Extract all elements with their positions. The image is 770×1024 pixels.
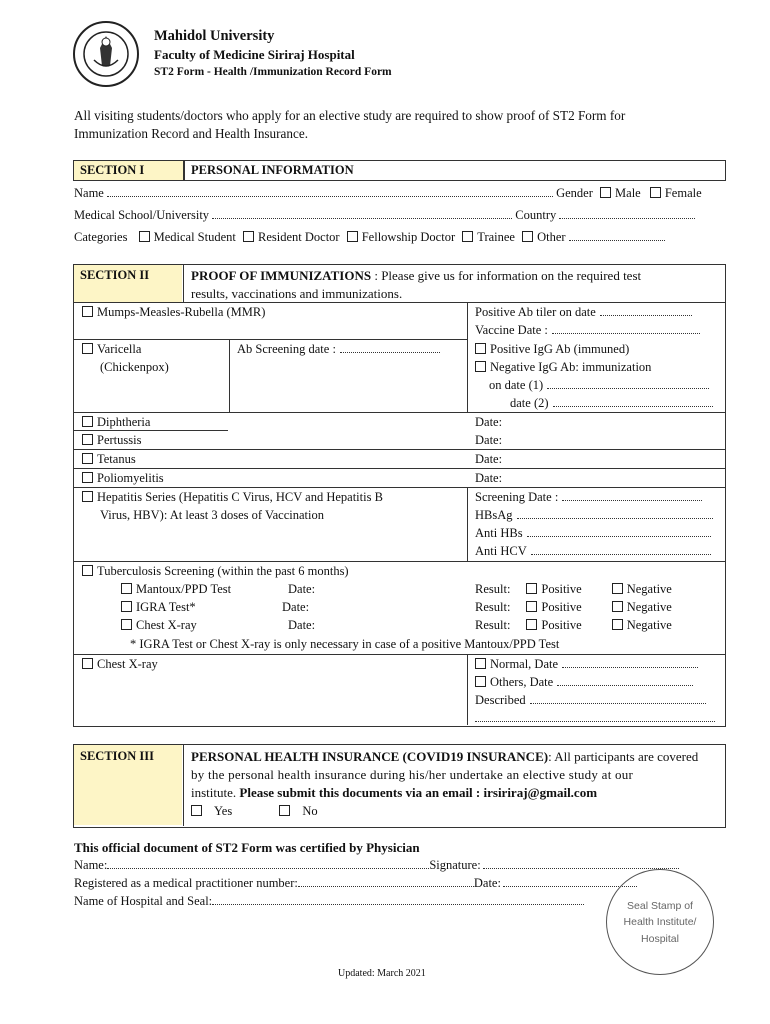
school-input-line[interactable] — [212, 208, 512, 219]
hepatitis-checkbox[interactable] — [82, 491, 93, 502]
male-label: Male — [615, 186, 641, 200]
category-fellowship-label: Fellowship Doctor — [361, 230, 456, 244]
physician-name-row[interactable]: Name: Signature: — [74, 858, 679, 873]
section-2-label: SECTION II — [80, 268, 150, 282]
category-other-input-line[interactable] — [569, 230, 665, 241]
country-label: Country — [515, 208, 557, 222]
anti-hbs-row: Anti HBs — [475, 526, 711, 541]
screening-date-row: Screening Date : — [475, 490, 702, 505]
diphtheria-checkbox[interactable] — [82, 416, 93, 427]
female-label: Female — [664, 186, 702, 200]
certification-title: This official document of ST2 Form was certified by Physician — [74, 840, 420, 855]
chest-xray-tb-date[interactable]: Date: — [288, 618, 316, 632]
section-3-line-2: by the personal health insurance during his/her undertake an elective study at our — [191, 767, 634, 782]
anti-hcv-row: Anti HCV — [475, 544, 711, 559]
section-1-label: SECTION I — [80, 163, 145, 177]
category-resident-checkbox[interactable] — [243, 231, 254, 242]
described-line-2[interactable] — [475, 711, 715, 726]
seal-line-2: Health Institute/ — [623, 916, 697, 928]
date-2-row: date (2) — [510, 396, 713, 411]
seal-line-3: Hospital — [641, 933, 679, 945]
gender-label: Gender — [556, 186, 593, 200]
section-3-line-3: institute. Please submit this documents via an email : irsiriraj@gmail.com — [191, 785, 598, 800]
tetanus-date[interactable]: Date: — [475, 452, 503, 466]
categories-row[interactable] — [74, 230, 665, 245]
pertussis-date[interactable]: Date: — [475, 433, 503, 447]
section-3-title: PERSONAL HEALTH INSURANCE (COVID19 INSURANCE): All participants are covered — [191, 749, 699, 764]
negative-igg-row[interactable]: Negative IgG Ab: immunization — [475, 360, 651, 375]
tetanus-row[interactable]: Tetanus — [82, 452, 136, 467]
category-trainee-checkbox[interactable] — [462, 231, 473, 242]
mantoux-result[interactable]: Result: Positive Negative — [475, 582, 672, 596]
mahidol-university-seal-logo — [72, 20, 140, 88]
mantoux-row[interactable]: Mantoux/PPD Test — [121, 582, 231, 597]
varicella-label: Varicella — [97, 342, 142, 356]
section-2-title-line-2: results, vaccinations and immunizations. — [191, 286, 403, 301]
tb-checkbox[interactable] — [82, 565, 93, 576]
mmr-checkbox[interactable] — [82, 306, 93, 317]
country-input-line[interactable] — [559, 208, 695, 219]
name-label: Name — [74, 186, 104, 200]
igra-checkbox[interactable] — [121, 601, 132, 612]
chest-xray-row[interactable]: Chest X-ray — [82, 657, 158, 672]
polio-row[interactable]: Poliomyelitis — [82, 471, 164, 486]
mantoux-checkbox[interactable] — [121, 583, 132, 594]
diphtheria-date[interactable]: Date: — [475, 415, 503, 429]
chest-xray-tb-checkbox[interactable] — [121, 619, 132, 630]
negative-igg-checkbox[interactable] — [475, 361, 486, 372]
normal-checkbox[interactable] — [475, 658, 486, 669]
updated-date: Updated: March 2021 — [338, 968, 426, 979]
diphtheria-row[interactable]: Diphtheria — [82, 415, 150, 430]
insurance-options[interactable] — [191, 804, 318, 819]
insurance-yes-label: Yes — [214, 804, 233, 818]
igra-row[interactable]: IGRA Test* — [121, 600, 196, 615]
polio-checkbox[interactable] — [82, 472, 93, 483]
intro-line-1: All visiting students/doctors who apply for an elective study are required to show proof of ST2 Form for — [74, 108, 626, 123]
university-name: Mahidol University — [154, 28, 275, 44]
pertussis-checkbox[interactable] — [82, 434, 93, 445]
category-medical-student-checkbox[interactable] — [139, 231, 150, 242]
school-field-row[interactable] — [74, 208, 695, 223]
name-input-line[interactable] — [107, 186, 553, 197]
categories-label: Categories — [74, 230, 128, 244]
chickenpox-label: (Chickenpox) — [100, 360, 169, 374]
category-resident-label: Resident Doctor — [258, 230, 340, 244]
chest-xray-checkbox[interactable] — [82, 658, 93, 669]
tb-screening-row[interactable]: Tuberculosis Screening (within the past 6 months) — [82, 564, 349, 579]
tb-note: * IGRA Test or Chest X-ray is only necessary in case of a positive Mantoux/PPD Test — [130, 637, 560, 651]
chest-xray-tb-result[interactable]: Result: Positive Negative — [475, 618, 672, 632]
mmr-label: Mumps-Measles-Rubella (MMR) — [97, 305, 266, 319]
category-medical-student-label: Medical Student — [153, 230, 236, 244]
category-other-checkbox[interactable] — [522, 231, 533, 242]
female-checkbox[interactable] — [650, 187, 661, 198]
mmr-row[interactable] — [82, 305, 265, 320]
positive-igg-row[interactable]: Positive IgG Ab (immuned) — [475, 342, 629, 357]
positive-ab-row: Positive Ab tiler on date — [475, 305, 692, 320]
category-trainee-label: Trainee — [477, 230, 515, 244]
others-date-row[interactable]: Others, Date — [475, 675, 693, 690]
vaccine-date-row: Vaccine Date : — [475, 323, 700, 338]
hepatitis-row[interactable]: Hepatitis Series (Hepatitis C Virus, HCV and Hepatitis B — [82, 490, 383, 505]
registration-row[interactable]: Registered as a medical practitioner number: Date: — [74, 876, 637, 891]
others-checkbox[interactable] — [475, 676, 486, 687]
normal-date-row[interactable]: Normal, Date — [475, 657, 698, 672]
section-3-label: SECTION III — [80, 749, 154, 763]
on-date-1-row: on date (1) — [489, 378, 709, 393]
seal-line-1: Seal Stamp of — [627, 900, 693, 912]
tetanus-checkbox[interactable] — [82, 453, 93, 464]
section-2-title: PROOF OF IMMUNIZATIONS : Please give us for information on the required test — [191, 268, 642, 283]
hospital-row[interactable]: Name of Hospital and Seal: — [74, 894, 584, 909]
described-row: Described — [475, 693, 706, 708]
form-title: ST2 Form - Health /Immunization Record Form — [154, 66, 392, 78]
faculty-name: Faculty of Medicine Siriraj Hospital — [154, 47, 355, 62]
igra-result[interactable]: Result: Positive Negative — [475, 600, 672, 614]
section-1-title: PERSONAL INFORMATION — [191, 163, 354, 177]
name-field-row[interactable] — [74, 186, 702, 201]
insurance-no-label: No — [302, 804, 318, 818]
school-label: Medical School/University — [74, 208, 210, 222]
ab-screening-row: Ab Screening date : — [237, 342, 440, 357]
category-other-label: Other — [537, 230, 566, 244]
igra-date[interactable]: Date: — [282, 600, 310, 614]
category-fellowship-checkbox[interactable] — [347, 231, 358, 242]
varicella-checkbox[interactable] — [82, 343, 93, 354]
chest-xray-tb-row[interactable]: Chest X-ray — [121, 618, 197, 633]
hbsag-row: HBsAg — [475, 508, 713, 523]
polio-date[interactable]: Date: — [475, 471, 503, 485]
insurance-yes-checkbox[interactable] — [191, 805, 202, 816]
mantoux-date[interactable]: Date: — [288, 582, 316, 596]
intro-line-2: Immunization Record and Health Insurance. — [74, 126, 308, 141]
hepatitis-line-2: Virus, HBV): At least 3 doses of Vaccination — [100, 508, 324, 522]
insurance-no-checkbox[interactable] — [279, 805, 290, 816]
varicella-row[interactable] — [82, 342, 141, 357]
male-checkbox[interactable] — [600, 187, 611, 198]
positive-igg-checkbox[interactable] — [475, 343, 486, 354]
pertussis-row[interactable]: Pertussis — [82, 433, 141, 448]
